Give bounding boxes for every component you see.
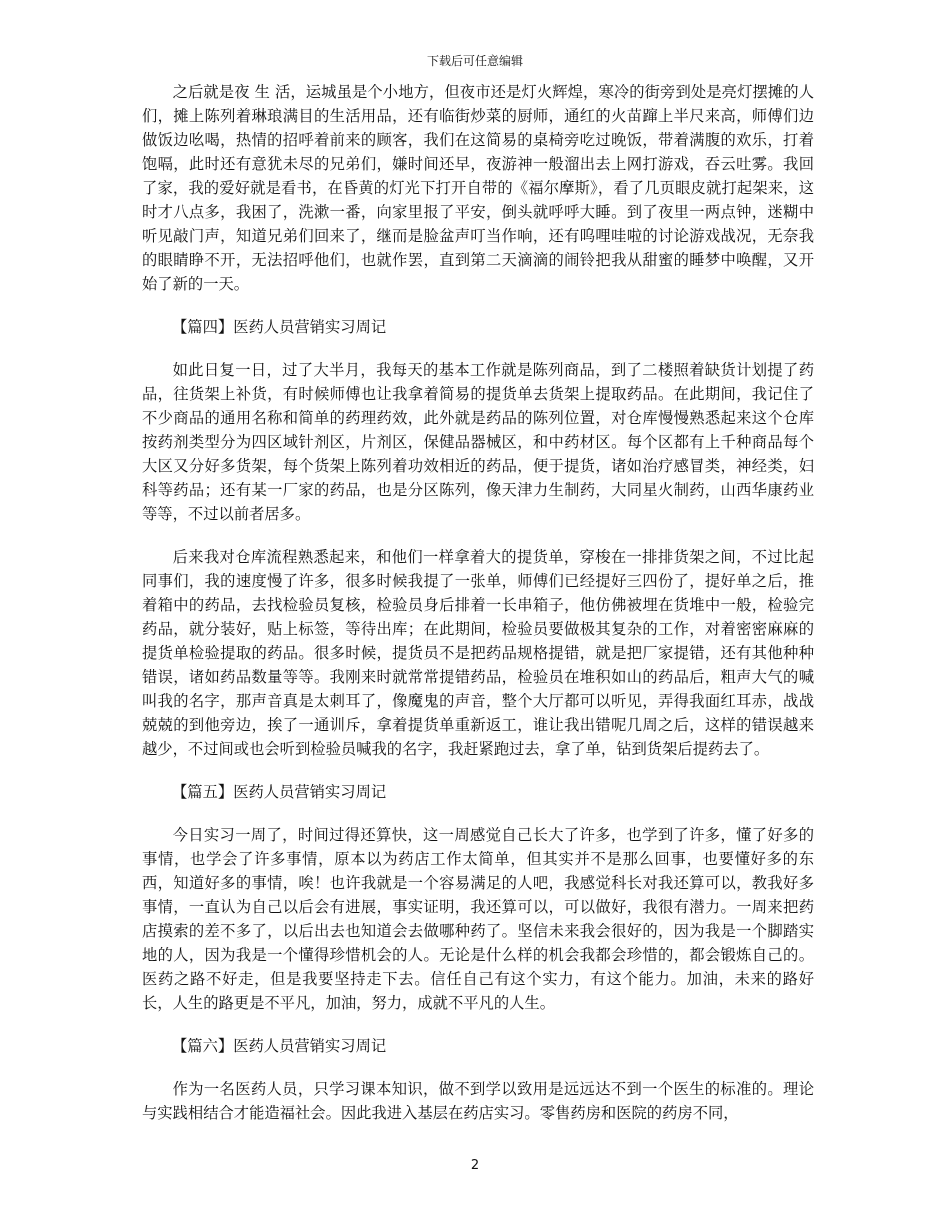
paragraph-3: 后来我对仓库流程熟悉起来，和他们一样拿着大的提货单，穿梭在一排排货架之间，不过比起同事们，我的速度慢了许多，很多时候我提了一张单，师傅们已经提好三四份了，提好单之后，推着箱中的药品，去找检验员复核，检验员身后排着一长串箱子，他仿佛被埋在货堆中一般，检验完药品，就分装好，贴上标签，等待出库；在此期间，检验员要做极其复杂的工作，对着密密麻麻的提货单检验提取的药品。很多时候，提货员不是把药品规格提错，就是把厂家提错，还有其他种种错误，诸如药品数量等等。我刚来时就常常提错药品，检验员在堆积如山的药品后，粗声大气的喊叫我的名字，那声音真是太刺耳了，像魔鬼的声音，整个大厅都可以听见，弄得我面红耳赤，战战兢兢的到他旁边，挨了一通训斥，拿着提货单重新返工，谁让我出错呢几周之后，这样的错误越来越少，不过间或也会听到检验员喊我的名字，我赶紧跑过去，拿了单，钻到货架后提药去了。 <box>142 548 814 758</box>
page-number: 2 <box>470 1158 480 1173</box>
paragraph-5: 作为一名医药人员，只学习课本知识，做不到学以致用是远远达不到一个医生的标准的。理论与实践相结合才能造福社会。因此我进入基层在药店实习。零售药房和医院的药房不同， <box>142 1080 814 1122</box>
paragraph-2: 如此日复一日，过了大半月，我每天的基本工作就是陈列商品，到了二楼照着缺货计划提了药品，往货架上补货，有时候师傅也让我拿着简易的提货单去货架上提取药品。在此期间，我记住了不少商品的通用名称和简单的药理药效，此外就是药品的陈列位置，对仓库慢慢熟悉起来这个仓库按药剂类型分为四区域针剂区，片剂区，保健品器械区，和中药材区。每个区都有上千种商品每个大区又分好多货架，每个货架上陈列着功效相近的药品，便于提货，诸如治疗感冒类，神经类，妇科等药品；还有某一厂家的药品，也是分区陈列，像天津力生制药，大同星火制药，山西华康药业等等，不过以前者居多。 <box>142 361 814 523</box>
section-heading-4: 【篇四】医药人员营销实习周记 <box>172 318 387 336</box>
paragraph-1: 之后就是夜 生 活，运城虽是个小地方，但夜市还是灯火辉煌，寒冷的街旁到处是亮灯摆摊的人们，摊上陈列着琳琅满目的生活用品，还有临街炒菜的厨师，通红的火苗蹿上半尺来高，师傅们边做饭边吆喝，热情的招呼着前来的顾客，我们在这简易的桌椅旁吃过晚饭，带着满腹的欢乐，打着饱嗝，此时还有意犹未尽的兄弟们，嫌时间还早，夜游神一般溜出去上网打游戏，吞云吐雾。我回了家，我的爱好就是看书，在昏黄的灯光下打开自带的《福尔摩斯》，看了几页眼皮就打起架来，这时才八点多，我困了，洗漱一番，向家里报了平安，倒头就呼呼大睡。到了夜里一两点钟，迷糊中听见敲门声，知道兄弟们回来了，继而是脸盆声叮当作响，还有呜哩哇啦的讨论游戏战况，无奈我的眼睛睁不开，无法招呼他们，也就作罢，直到第二天滴滴的闹铃把我从甜蜜的睡梦中唤醒，又开始了新的一天。 <box>142 83 814 293</box>
page-header: 下载后可任意编辑 <box>426 54 523 68</box>
paragraph-4: 今日实习一周了，时间过得还算快，这一周感觉自己长大了许多，也学到了许多，懂了好多的事情，也学会了许多事情，原本以为药店工作太简单，但其实并不是那么回事，也要懂好多的东西，知道好多的事情，唉！也许我就是一个容易满足的人吧，我感觉科长对我还算可以，教我好多事情，一直认为自己以后会有进展，事实证明，我还算可以，可以做好，我很有潜力。一周来把药店摸索的差不多了，以后出去也知道会去做哪种药了。坚信未来我会很好的，因为我是一个脚踏实地的人，因为我是一个懂得珍惜机会的人。无论是什么样的机会我都会珍惜的，都会锻炼自己的。医药之路不好走，但是我要坚持走下去。信任自己有这个实力，有这个能力。加油，未来的路好长，人生的路更是不平凡，加油，努力，成就不平凡的人生。 <box>142 826 814 1012</box>
section-heading-5: 【篇五】医药人员营销实习周记 <box>172 783 387 801</box>
section-heading-6: 【篇六】医药人员营销实习周记 <box>172 1037 387 1055</box>
document-body <box>142 80 814 1144</box>
